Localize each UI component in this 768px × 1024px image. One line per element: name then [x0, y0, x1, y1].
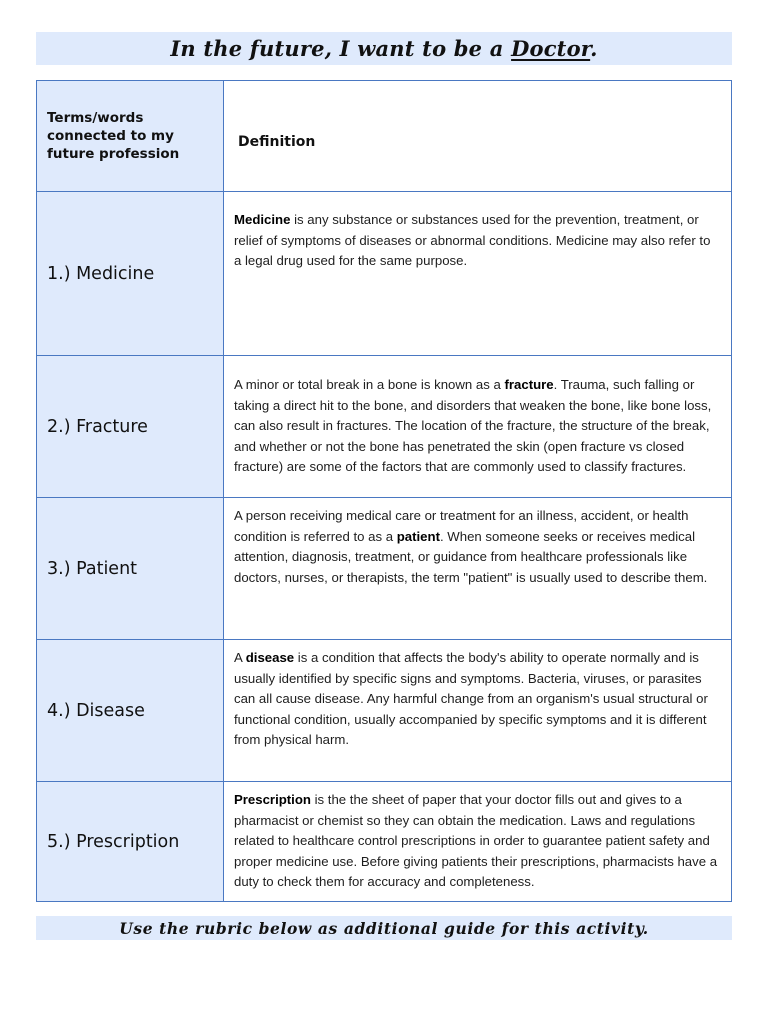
definition-text-pre: A — [234, 650, 246, 665]
definition-text — [234, 506, 721, 588]
definition-cell — [224, 782, 732, 902]
vocabulary-table — [36, 80, 732, 902]
term-label: 2.) Fracture — [47, 416, 148, 437]
term-cell — [37, 640, 224, 782]
header-definition-cell — [224, 81, 732, 192]
definition-keyword: patient — [396, 528, 440, 544]
definition-keyword: Medicine — [234, 212, 291, 227]
term-cell — [37, 192, 224, 356]
footer-note: Use the rubric below as additional guide for this activity. — [119, 918, 649, 938]
title-profession: Doctor — [511, 36, 591, 61]
term-label: 3.) Patient — [47, 558, 138, 579]
table-row — [37, 640, 732, 782]
header-definition-label: Definition — [238, 134, 316, 150]
definition-cell — [224, 192, 732, 356]
header-term-label: Terms/words connected to my future profession — [47, 110, 180, 162]
definition-cell — [224, 640, 732, 782]
definition-text-post: is a condition that affects the body's ability to operate normally and is usually identified by specific signs and symptoms. Bacteria, viruses, or parasites can all cause disease. Any harmful change from an organism's usual structural or functional condition, usually accompanied by specific symptoms and it is different from physical harm. — [234, 650, 708, 747]
term-label: 1.) Medicine — [47, 263, 155, 284]
title-suffix: . — [590, 36, 598, 61]
table-row — [37, 356, 732, 498]
term-cell — [37, 498, 224, 640]
definition-text — [234, 790, 721, 893]
definition-cell — [224, 356, 732, 498]
title-prefix: In the future, I want to be a — [170, 36, 512, 61]
footer-banner — [36, 916, 732, 940]
term-cell — [37, 782, 224, 902]
definition-cell — [224, 498, 732, 640]
term-cell — [37, 356, 224, 498]
definition-keyword: disease — [245, 650, 295, 665]
definition-text — [234, 375, 721, 478]
definition-text-pre: A minor or total break in a bone is known as a — [234, 377, 505, 393]
definition-keyword: Prescription — [234, 792, 311, 808]
term-label: 5.) Prescription — [47, 831, 180, 852]
definition-text-post: . When someone seeks or receives medical attention, diagnosis, treatment, or guidance from healthcare professionals like doctors, nurses, or therapists, the term "patient" is usually used to describe them. — [234, 528, 708, 585]
term-label: 4.) Disease — [47, 700, 145, 721]
definition-text — [234, 648, 721, 751]
definition-text-pre: A person receiving medical care or treatment for an illness, accident, or health condition is referred to as a — [234, 508, 689, 544]
definition-text-post: . Trauma, such falling or taking a direct hit to the bone, and disorders that weaken the bone, like bone loss, can also result in fractures. The location of the fracture, the structure of the break, and whether or not the bone has penetrated the skin (open fracture vs closed fracture) are some of the factors that are commonly used to classify fractures. — [234, 377, 712, 475]
title-banner — [36, 32, 732, 65]
table-row — [37, 782, 732, 902]
header-term-cell — [37, 81, 224, 192]
table-header-row — [37, 81, 732, 192]
definition-text-post: is the the sheet of paper that your doctor fills out and gives to a pharmacist or chemist so they can obtain the medication. Laws and regulations related to healthcare control prescriptions in order to guarantee patient safety and proper medicine use. Before giving patients their prescriptions, pharmacists have a duty to check them for accuracy and completeness. — [234, 792, 718, 890]
definition-text — [234, 210, 721, 272]
page-title — [170, 36, 597, 61]
table-row — [37, 498, 732, 640]
definition-text-post: is any substance or substances used for the prevention, treatment, or relief of symptoms of diseases or abnormal conditions. Medicine may also refer to a legal drug used for the same purpose. — [234, 212, 711, 268]
table-row — [37, 192, 732, 356]
definition-keyword: fracture — [504, 377, 554, 393]
